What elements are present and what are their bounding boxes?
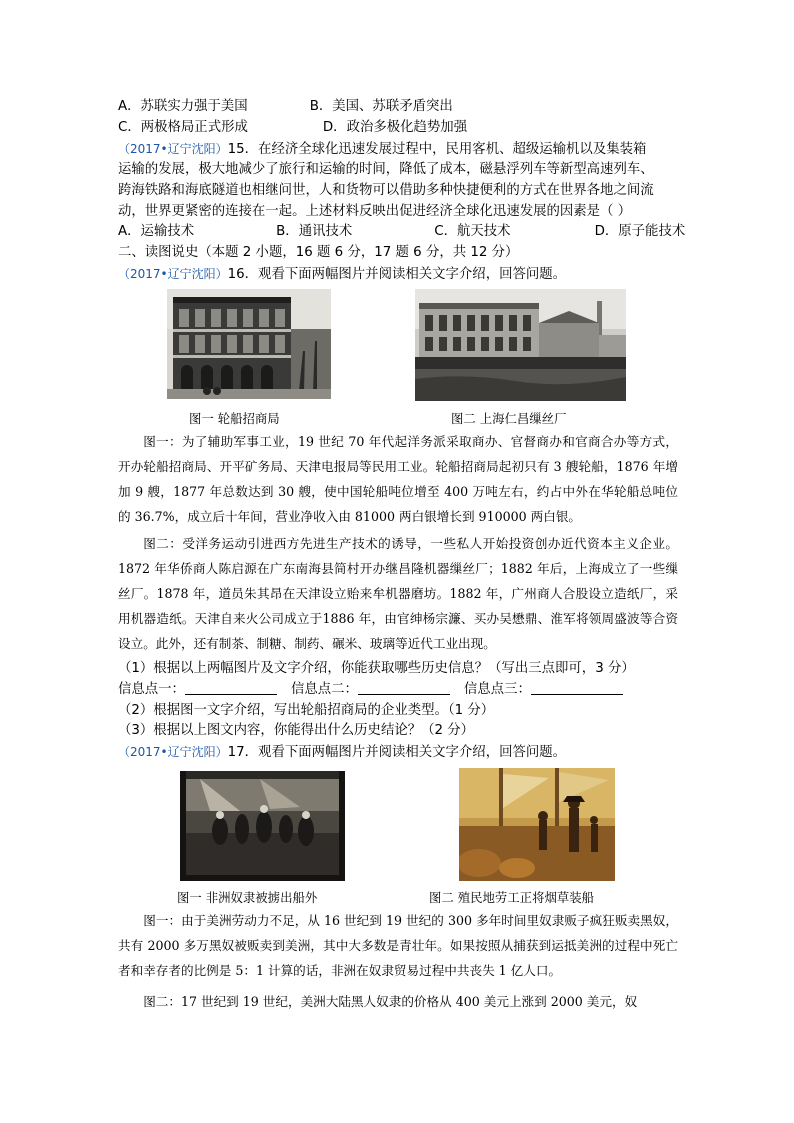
info-point2-label: 信息点二： [290, 682, 358, 697]
q14-option-d: D．政治多极化趋势加强 [322, 120, 468, 135]
info-point2-blank[interactable] [358, 680, 450, 695]
photo-silk-factory [415, 289, 626, 401]
q15-line4: 动，世界更紧密的连接在一起。上述材料反映出促进经济全球化迅速发展的因素是（ ） [118, 204, 632, 219]
q16-caption1: 图一 轮船招商局 [189, 411, 280, 426]
q15-line3: 跨海铁路和海底隧道也相继问世，人和货物可以借助多种快捷便利的方式在世界各地之间流 [118, 183, 654, 198]
q17-paragraph1: 图一：由于美洲劳动力不足，从 16 世纪到 19 世纪的 300 多年时间里奴隶贩子疯狂贩卖黑奴，共有 2000 多万黑奴被贩卖到美洲，其中大多数是青壮年。如果按照从捕获到运抵美洲的过程中死亡者和幸存者的比例是 5：1 计算的话，非洲在奴隶贸易过程中共丧失 1 亿人口。 [118, 913, 678, 978]
q15-source-tag: （2017•辽宁沈阳） [118, 142, 228, 156]
section2-heading: 二、读图说史（本题 2 小题，16 题 6 分，17 题 6 分，共 12 分） [118, 245, 519, 260]
q16-source-tag: （2017•辽宁沈阳） [118, 267, 228, 281]
q17-caption2: 图二 殖民地劳工正将烟草装船 [429, 890, 595, 905]
q17-prompt-line [118, 742, 566, 763]
photo-steamship-bureau [167, 289, 331, 399]
photo-tobacco-loading [459, 768, 615, 881]
q16-info-points [118, 680, 637, 700]
q14-option-a: A．苏联实力强于美国 [118, 99, 248, 114]
info-point1-label: 信息点一： [118, 682, 185, 697]
q14-option-c: C．两极格局正式形成 [118, 120, 248, 135]
q15-option-a: A．运输技术 [118, 224, 195, 239]
q15-line2: 运输的发展，极大地减少了旅行和运输的时间，降低了成本，磁悬浮列车等新型高速列车、 [118, 162, 654, 177]
q15-options [118, 222, 685, 242]
q17-source-tag: （2017•辽宁沈阳） [118, 745, 228, 759]
q16-sub3: （3）根据以上图文内容，你能得出什么历史结论？（2 分） [118, 723, 475, 738]
q17-prompt: 17．观看下面两幅图片并阅读相关文字介绍，回答问题。 [227, 745, 567, 760]
q16-sub2: （2）根据图一文字介绍，写出轮船招商局的企业类型。（1 分） [118, 703, 495, 718]
q16-prompt: 16．观看下面两幅图片并阅读相关文字介绍，回答问题。 [227, 267, 567, 282]
q14-options-row2 [118, 118, 467, 138]
q15-option-d: D．原子能技术 [594, 224, 686, 239]
q17-caption1: 图一 非洲奴隶被掳出船外 [177, 890, 318, 905]
info-point1-blank[interactable] [185, 680, 277, 695]
q15-line1: （2017•辽宁沈阳）15．在经济全球化迅速发展过程中，民用客机、超级运输机以及集装箱 [118, 142, 647, 157]
q17-paragraph2: 图二：17 世纪到 19 世纪，美洲大陆黑人奴隶的价格从 400 美元上涨到 2000 美元，奴 [143, 994, 638, 1009]
q16-paragraph1: 图一：为了辅助军事工业，19 世纪 70 年代起洋务派采取商办、官督商办和官商合办等方式，开办轮船招商局、开平矿务局、天津电报局等民用工业。轮船招商局起初只有 3 艘轮船，1876 年增加 9 艘，1877 年总数达到 30 艘，使中国轮船吨位增至 400 万吨左右，约占中外在华轮船总吨位的 36.7%，成立后十年间，营业净收入由 81000 两白银增长到 910000 两白银。 [118, 434, 678, 524]
photo-slaves-overboard [180, 771, 345, 881]
info-point3-label: 信息点三： [463, 682, 531, 697]
q16-sub1: （1）根据以上两幅图片及文字介绍，你能获取哪些历史信息？（写出三点即可，3 分） [118, 661, 635, 676]
q15-option-b: B．通讯技术 [276, 224, 353, 239]
q14-options-row1 [118, 97, 453, 117]
q16-paragraph2: 图二：受洋务运动引进西方先进生产技术的诱导，一些私人开始投资创办近代资本主义企业。1872 年华侨商人陈启源在广东南海县简村开办继昌隆机器缫丝厂；1882 年后，上海成立了一些缫丝厂。1878 年，道员朱其昂在天津设立贻来牟机器磨坊。1882 年，广州商人合股设立造纸厂，采用机器造纸。天津自来火公司成立于1886 年，由官绅杨宗濂、买办吴懋鼎、淮军将领周盛波等合资设立。此外，还有制茶、制糖、制药、碾米、玻璃等近代工业出现。 [118, 536, 678, 651]
q16-caption2: 图二 上海仁昌缫丝厂 [451, 411, 567, 426]
info-point3-blank[interactable] [531, 680, 623, 695]
q15-option-c: C．航天技术 [434, 224, 511, 239]
q16-prompt-line [118, 264, 566, 285]
q14-option-b: B．美国、苏联矛盾突出 [309, 99, 453, 114]
